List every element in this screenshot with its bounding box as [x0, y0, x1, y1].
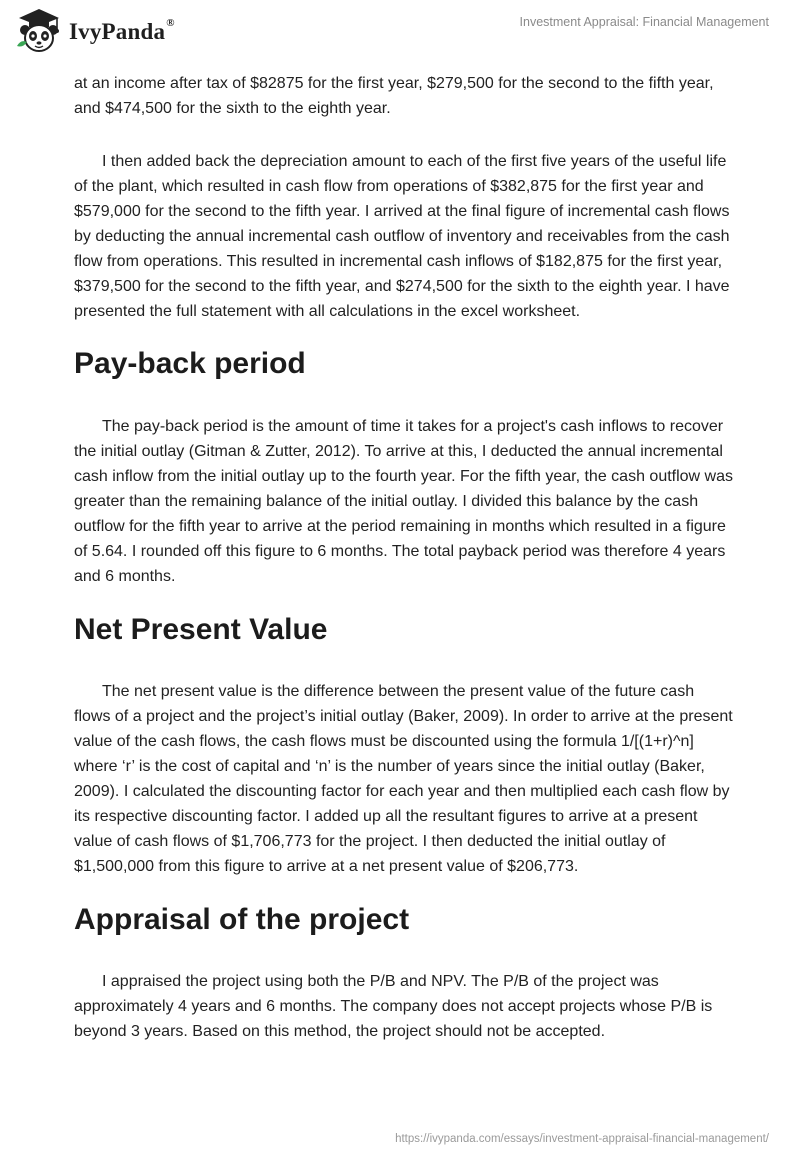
- paragraph: I then added back the depreciation amount to each of the first five years of the useful life of the plant, which resulted in cash flow from operations of $382,875 for the first year and $579,000 for the second to the fifth year. I arrived at the final figure of incremental cash flows by deducting the annual incremental cash outflow of inventory and receivables from the cash flow from operations. This resulted in incremental cash inflows of $182,875 for the first year, $379,500 for the second to the fifth year, and $274,500 for the sixth to the eighth year. I have presented the full statement with all calculations in the excel worksheet.: [74, 153, 730, 320]
- essay-body: [74, 71, 734, 1044]
- registered-mark: ®: [166, 17, 175, 29]
- brand-logo[interactable]: [15, 6, 175, 54]
- brand-name: IvyPanda®: [69, 17, 175, 44]
- document-title: Investment Appraisal: Financial Management: [519, 15, 769, 29]
- paragraph: I appraised the project using both the P/B and NPV. The P/B of the project was approximately 4 years and 6 months. The company does not accept projects whose P/B is beyond 3 years. Based on this method, the project should not be accepted.: [74, 973, 713, 1040]
- section-heading-appraisal: Appraisal of the project: [74, 903, 410, 936]
- paragraph: The pay-back period is the amount of time it takes for a project's cash inflows to recover the initial outlay (Gitman & Zutter, 2012). To arrive at this, I deducted the annual incremental cash inflow from the initial outlay up to the fourth year. For the fifth year, the cash outflow was greater than the remaining balance of the initial outlay. I divided this balance by the cash outflow for the fifth year to arrive at the period remaining in months which resulted in a figure of 5.64. I rounded off this figure to 6 months. The total payback period was therefore 4 years and 6 months.: [74, 418, 734, 585]
- paragraph: at an income after tax of $82875 for the first year, $279,500 for the second to the fifth year, and $474,500 for the sixth to the eighth year.: [74, 75, 714, 117]
- page-header: [0, 0, 800, 70]
- section-heading-npv: Net Present Value: [74, 613, 328, 646]
- section-heading-payback: Pay-back period: [74, 347, 306, 380]
- source-url[interactable]: https://ivypanda.com/essays/investment-appraisal-financial-management/: [395, 1133, 769, 1145]
- paragraph: The net present value is the difference between the present value of the future cash flows of a project and the project’s initial outlay (Baker, 2009). In order to arrive at the present value of the cash flows, the cash flows must be discounted using the formula 1/[(1+r)^n] where ‘r’ is the cost of capital and ‘n’ is the number of years since the initial outlay (Baker, 2009). I calculated the discounting factor for each year and then multiplied each cash flow by its respective discounting factor. I added up all the resultant figures to arrive at a present value of cash flows of $1,706,773 for the project. I then deducted the initial outlay of $1,500,000 from this figure to arrive at a net present value of $206,773.: [74, 683, 733, 875]
- panda-logo-icon: [15, 6, 63, 54]
